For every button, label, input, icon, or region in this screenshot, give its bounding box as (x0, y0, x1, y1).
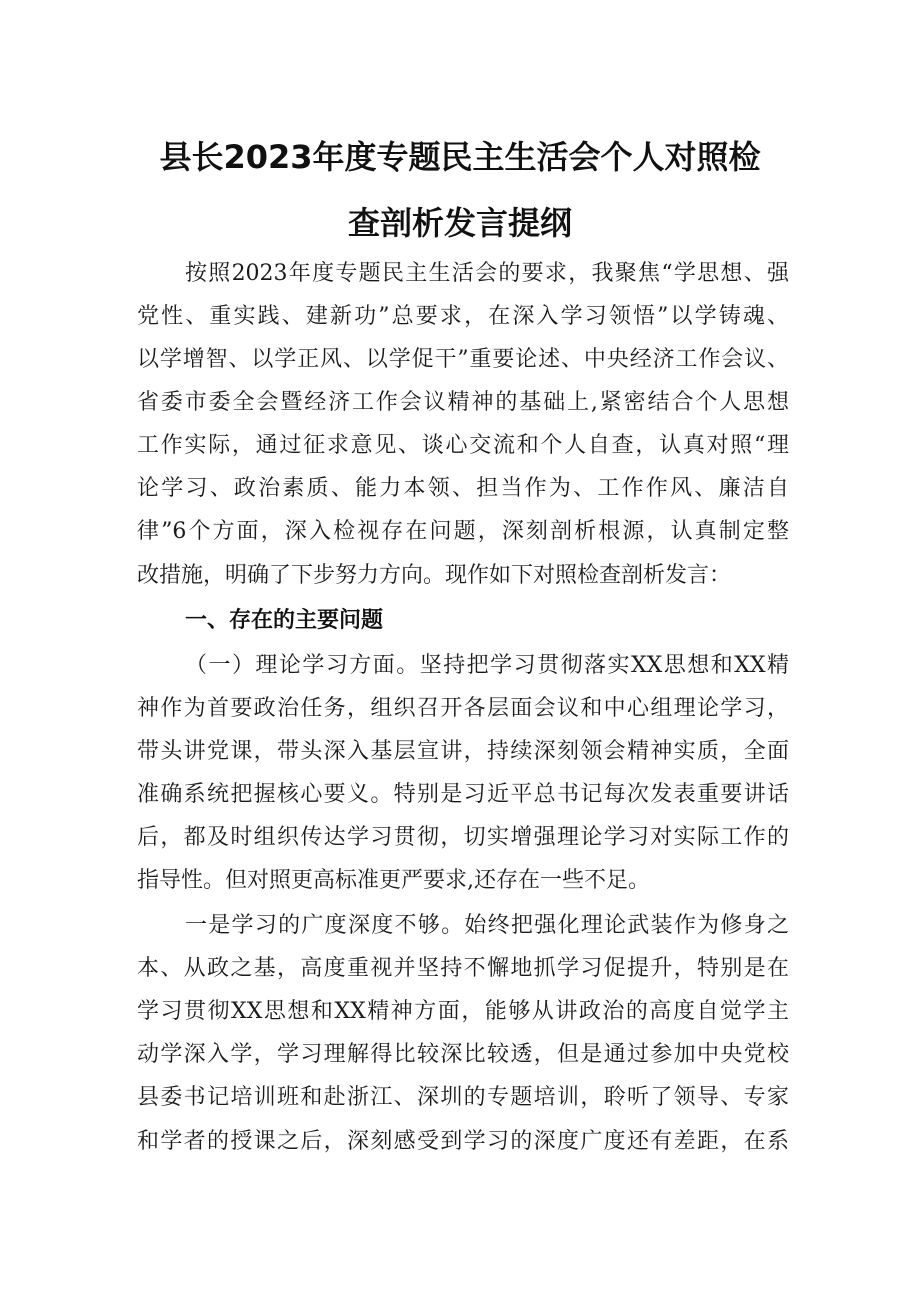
paragraph-line: 神作为首要政治任务，组织召开各层面会议和中心组理论学习， (137, 696, 789, 721)
paragraph-line: 准确系统把握核心要义。特别是习近平总书记每次发表重要讲话 (137, 782, 789, 807)
intro-line: 省委市委全会暨经济工作会议精神的基础上,紧密结合个人思想 (137, 390, 789, 415)
paragraph-line: 带头讲党课，带头深入基层宣讲，持续深刻领会精神实质，全面 (137, 739, 789, 764)
intro-line: 论学习、政治素质、能力本领、担当作为、工作作风、廉洁自 (137, 476, 789, 501)
paragraph-line: （一）理论学习方面。坚持把学习贯彻落实XX思想和XX精 (185, 653, 789, 678)
intro-line: 律”6个方面，深入检视存在问题，深刻剖析根源，认真制定整 (137, 519, 789, 544)
document-title-line-1: 县长2023年度专题民主生活会个人对照检 (159, 138, 761, 176)
paragraph-line: 后，都及时组织传达学习贯彻，切实增强理论学习对实际工作的 (137, 825, 789, 850)
section-heading: 一、存在的主要问题 (185, 608, 384, 633)
paragraph-line: 动学深入学，学习理解得比较深比较透，但是通过参加中央党校 (137, 1042, 789, 1067)
paragraph-line: 县委书记培训班和赴浙江、深圳的专题培训，聆听了领导、专家 (137, 1085, 789, 1110)
paragraph-line: 指导性。但对照更高标准更严要求,还存在一些不足。 (137, 868, 650, 893)
paragraph-line: 学习贯彻XX思想和XX精神方面，能够从讲政治的高度自觉学主 (137, 999, 789, 1024)
intro-line: 按照2023年度专题民主生活会的要求，我聚焦“学思想、强 (185, 261, 789, 286)
paragraph-line: 一是学习的广度深度不够。始终把强化理论武装作为修身之 (185, 913, 789, 938)
paragraph-line: 和学者的授课之后，深刻感受到学习的深度广度还有差距，在系 (137, 1129, 789, 1154)
intro-line: 党性、重实践、建新功”总要求，在深入学习领悟”以学铸魂、 (137, 304, 789, 329)
document-title-line-2: 查剖析发言提纲 (347, 204, 572, 242)
intro-line: 工作实际，通过征求意见、谈心交流和个人自查，认真对照“理 (137, 433, 789, 458)
intro-line: 改措施，明确了下步努力方向。现作如下对照检查剖析发言： (137, 563, 732, 588)
intro-line: 以学增智、以学正风、以学促干”重要论述、中央经济工作会议、 (137, 347, 789, 372)
paragraph-line: 本、从政之基，高度重视并坚持不懈地抓学习促提升，特别是在 (137, 956, 789, 981)
